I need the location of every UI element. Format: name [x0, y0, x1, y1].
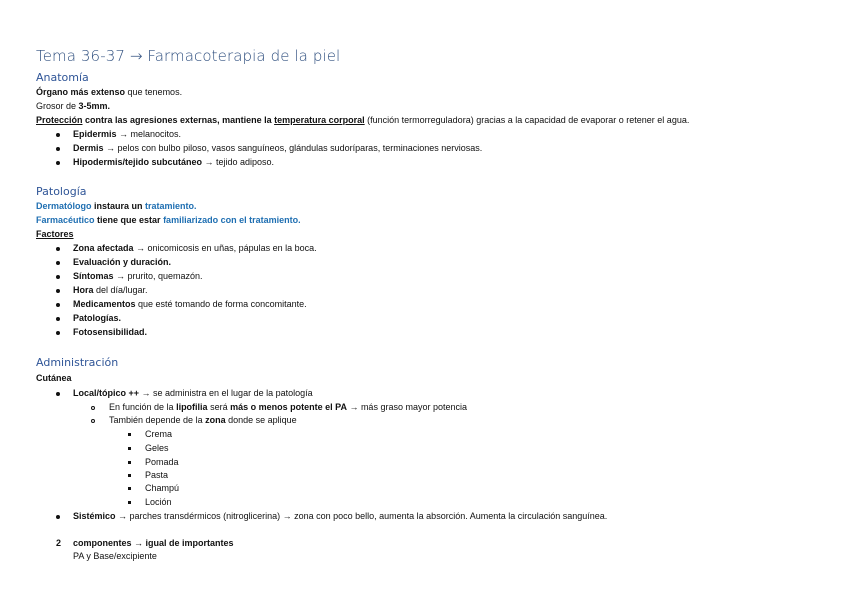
anatomia-line-2: [36, 100, 110, 112]
patologia-line-2: [36, 214, 301, 226]
list-number: 2: [56, 538, 62, 548]
list-item: Dermis → pelos con bulbo piloso, vasos sanguíneos, glándulas sudoríparas, terminaciones nerviosas.: [73, 143, 483, 153]
list-item: Evaluación y duración.: [73, 257, 172, 267]
cutanea-heading: Cutánea: [36, 373, 72, 383]
list-item: Hora del día/lugar.: [73, 285, 148, 295]
sub-list-item: También depende de la zona donde se aplique: [109, 415, 297, 425]
factores-heading: Factores: [36, 229, 74, 239]
bullet-icon: [56, 128, 60, 140]
form-item: Pasta: [145, 470, 169, 480]
circle-bullet-icon: [91, 414, 95, 426]
text: que tenemos.: [125, 87, 183, 97]
bullet-icon: [56, 270, 60, 282]
text-bold-blue: Dermatólogo: [36, 201, 92, 211]
bullet-icon: [56, 284, 60, 296]
heading-patologia: Patología: [36, 185, 87, 198]
bullet-icon: [56, 312, 60, 324]
list-item: Sistémico → parches transdérmicos (nitroglicerina) → zona con poco bello, aumenta la absorción. Aumenta la circulación sanguínea.: [73, 511, 608, 521]
bullet-icon: [56, 256, 60, 268]
text-bold: tiene que estar: [94, 215, 164, 225]
text-bold: contra las agresiones externas, mantiene la: [82, 115, 275, 125]
square-bullet-icon: [128, 442, 131, 454]
circle-bullet-icon: [91, 401, 95, 413]
page-title: Tema 36-37 → Farmacoterapia de la piel: [36, 47, 341, 65]
sub-list-item: En función de la lipofilia será más o menos potente el PA → más graso mayor potencia: [109, 402, 467, 412]
bullet-icon: [56, 387, 60, 399]
bullet-icon: [56, 142, 60, 154]
form-item: Champú: [145, 483, 180, 493]
list-item: Fotosensibilidad.: [73, 327, 148, 337]
form-item: Geles: [145, 443, 169, 453]
anatomia-line-3: [36, 114, 689, 126]
form-item: Loción: [145, 497, 172, 507]
list-item: Síntomas → prurito, quemazón.: [73, 271, 203, 281]
list-item: Epidermis → melanocitos.: [73, 129, 182, 139]
text-bold: Órgano más extenso: [36, 87, 126, 97]
list-item: Local/tópico ++ → se administra en el lugar de la patología: [73, 388, 313, 398]
anatomia-line-1: [36, 86, 182, 98]
text-bold-blue: Farmacéutico: [36, 215, 95, 225]
form-item: Crema: [145, 429, 173, 439]
text-bold: 3-5mm.: [78, 101, 111, 111]
heading-administracion: Administración: [36, 356, 119, 369]
bullet-icon: [56, 298, 60, 310]
square-bullet-icon: [128, 428, 131, 440]
bullet-icon: [56, 156, 60, 168]
list-item: Medicamentos que esté tomando de forma concomitante.: [73, 299, 307, 309]
form-item: Pomada: [145, 457, 179, 467]
bullet-icon: [56, 242, 60, 254]
list-item: Patologías.: [73, 313, 122, 323]
square-bullet-icon: [128, 482, 131, 494]
bullet-icon: [56, 326, 60, 338]
heading-anatomia: Anatomía: [36, 71, 89, 84]
text-bold-blue: tratamiento.: [145, 201, 197, 211]
square-bullet-icon: [128, 469, 131, 481]
text-bold-blue: familiarizado con el tratamiento.: [163, 215, 301, 225]
text-bold-underline: temperatura corporal: [274, 115, 365, 125]
text-bold: instaura un: [91, 201, 146, 211]
componentes-line: componentes → igual de importantes: [73, 538, 234, 548]
list-item: Hipodermis/tejido subcutáneo → tejido adiposo.: [73, 157, 275, 167]
componentes-detail: PA y Base/excipiente: [73, 551, 157, 561]
list-item: Zona afectada → onicomicosis en uñas, pápulas en la boca.: [73, 243, 317, 253]
text-bold-underline: Protección: [36, 115, 83, 125]
text: (función termorreguladora) gracias a la capacidad de evaporar o retener el agua.: [364, 115, 690, 125]
bullet-icon: [56, 510, 60, 522]
square-bullet-icon: [128, 496, 131, 508]
square-bullet-icon: [128, 456, 131, 468]
text: Grosor de: [36, 101, 79, 111]
patologia-line-1: [36, 200, 197, 212]
